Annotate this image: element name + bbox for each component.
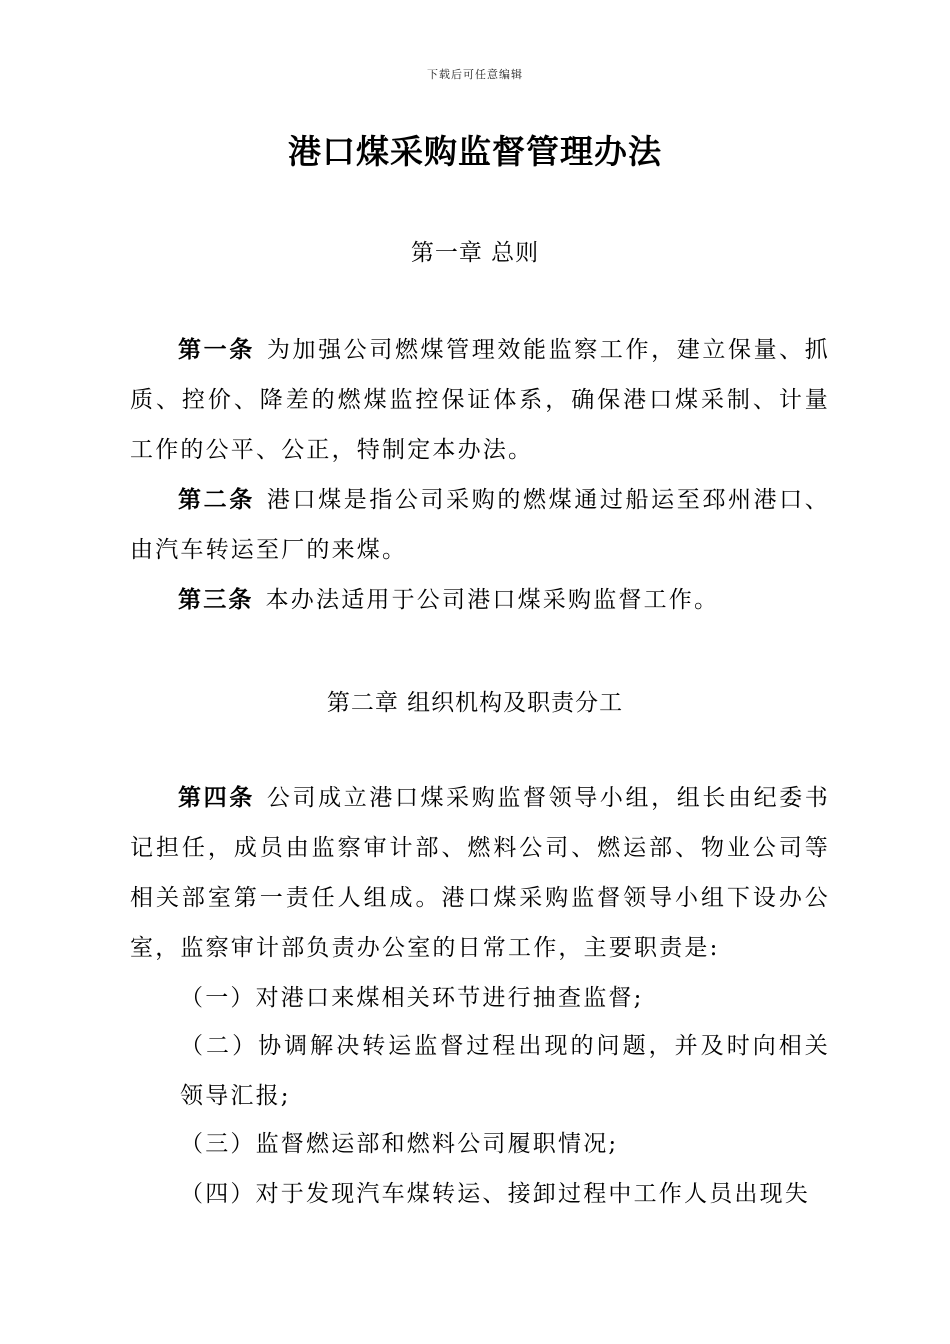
article-3-label: 第三条 — [178, 587, 254, 613]
article-4-label: 第四条 — [178, 785, 255, 811]
article-2-label: 第二条 — [178, 487, 255, 513]
list-item: （二）协调解决转运监督过程出现的问题，并及时向相关领导汇报; — [180, 1033, 830, 1109]
article-2 — [130, 475, 830, 575]
chapter-2-heading: 第二章 组织机构及职责分工 — [326, 690, 624, 716]
article-1-label: 第一条 — [178, 337, 255, 363]
header-note: 下载后可任意编辑 — [427, 68, 523, 81]
article-2-text: 港口煤是指公司采购的燃煤通过船运至邳州港口、由汽车转运至厂的来煤。 — [130, 487, 830, 563]
chapter-1-heading: 第一章 总则 — [410, 240, 540, 266]
document-title: 港口煤采购监督管理办法 — [288, 132, 662, 171]
article-3 — [130, 575, 830, 625]
list-item: （四）对于发现汽车煤转运、接卸过程中工作人员出现失 — [180, 1181, 810, 1207]
article-1 — [130, 325, 830, 475]
article-1-text: 为加强公司燃煤管理效能监察工作，建立保量、抓质、控价、降差的燃煤监控保证体系，确保港口煤采制、计量工作的公平、公正，特制定本办法。 — [130, 337, 830, 463]
article-4 — [130, 773, 830, 973]
list-item: （一）对港口来煤相关环节进行抽查监督; — [180, 985, 644, 1011]
article-4-text: 公司成立港口煤采购监督领导小组，组长由纪委书记担任，成员由监察审计部、燃料公司、燃运部、物业公司等相关部室第一责任人组成。港口煤采购监督领导小组下设办公室，监察审计部负责办公室的日常工作，主要职责是: — [130, 785, 830, 961]
article-3-text: 本办法适用于公司港口煤采购监督工作。 — [265, 587, 720, 613]
list-item: （三）监督燃运部和燃料公司履职情况; — [180, 1131, 619, 1157]
